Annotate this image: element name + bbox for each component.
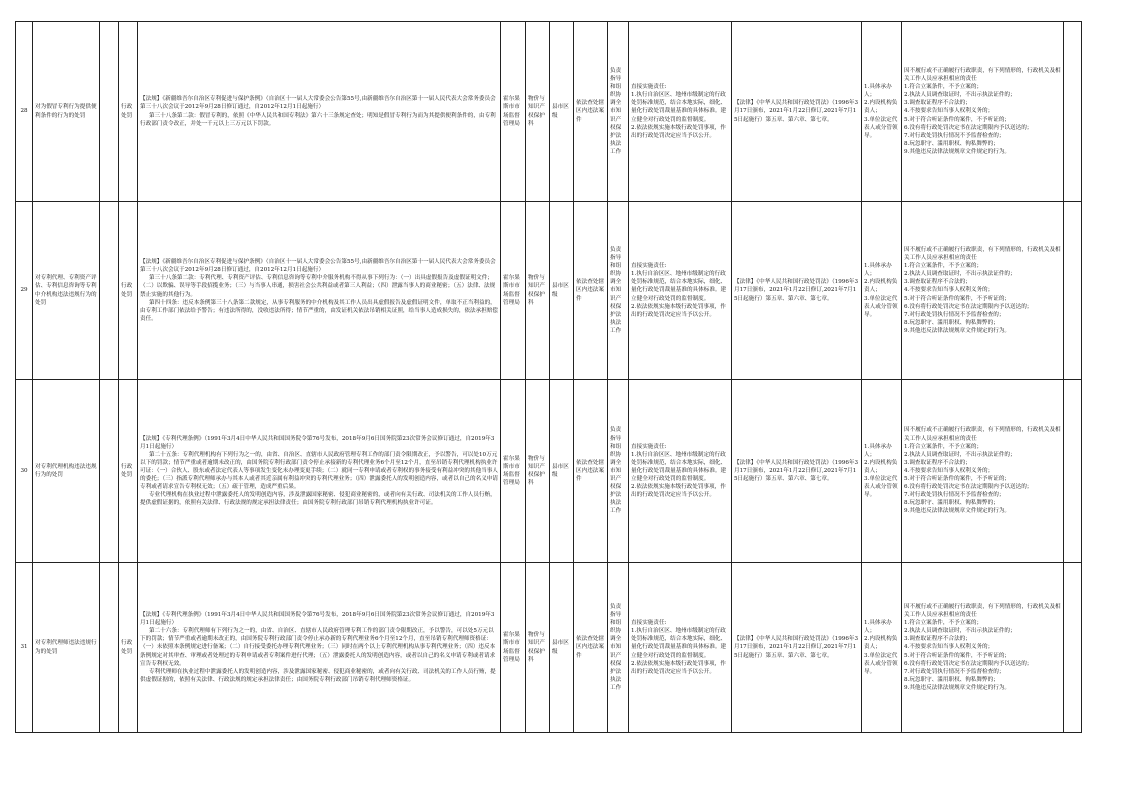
remarks-cell (1064, 22, 1082, 202)
legal-basis-heading: 【法规】《新疆维吾尔自治区专利促进与保护条例》（自治区十一届人大常委会公告第55号,由新疆维吾尔自治区第十一届人民代表大会常务委员会第三十八次会议于2012年9月28日修订通过，自2012年12月1日起施行） (140, 259, 496, 274)
responsibility-table (15, 21, 1082, 733)
item-name-cell: 对专利代理、专利资产评估、专利信息咨询等专利中介机构违法违规行为的处罚 (33, 202, 100, 380)
legal-basis-paragraph: 第二十六条：专利代理师有下列行为之一的，由省、自治区、直辖市人民政府管理专利工作的部门责令限期改正，予以警告，可以处5万元以下的罚款；情节严重或者逾期未改正的，由国务院专利行政部门责令停止承办新的专利代理业务6个月至12个月，直至吊销专利代理师资格证：（一）未依照本条例规定进行备案；（二）自行接受委托办理专利代理业务；（三）同时在两个以上专利代理机构从事专利代理业务；（四）违反本条例规定对其审查、审理或者处理过的专利申请或者专利案件进行代理；（五）泄露委托人的发明创造内容，或者以自己的名义申请专利或者请求宣告专利权无效。 (140, 628, 496, 667)
responsible-persons-cell: 1.具体承办人； 2.内设机构负责人； 3.单位法定代表人或分管领导。 (862, 380, 902, 563)
table-row (16, 22, 1082, 202)
row-number-cell: 29 (16, 202, 33, 380)
legal-basis-cell (138, 22, 501, 202)
scope-cell: 依法查处辖区内违法案件 (574, 202, 608, 380)
exercise-level-cell: 县市区级 (550, 22, 574, 202)
accountability-basis-cell: 【法律】《中华人民共和国行政处罚法》（1996年3月17日颁布，2021年1月22日修订,2021年7月15日起施行）第五章、第六章、第七章。 (732, 563, 862, 733)
scope-cell: 依法查处辖区内违法案件 (574, 22, 608, 202)
accountability-cases-cell: 因不履行或不正确履行行政职责，有下列情形的，行政机关及相关工作人员应承担相应的责任 1.符合立案条件，不予立案的； 2.执法人员调查取证时，不出示执法证件的； 3.调查取证程序不合法的； 4.不按要求告知当事人权利义务的； 5.对于符合听证条件的案件，不予听证的； 6.没有将行政处罚决定书在法定期限内予以送达的； 7.对行政处罚执行情况不予监督检查的； 8.玩忽职守、滥用职权、徇私舞弊的； 9.其他违反法律法规规章文件规定的行为。 (902, 202, 1064, 380)
item-type-cell: 行政处罚 (119, 380, 138, 563)
responsible-persons-cell: 1.具体承办人； 2.内设机构负责人； 3.单位法定代表人或分管领导。 (862, 22, 902, 202)
remarks-cell (1064, 563, 1082, 733)
legal-basis-paragraph: 第三十八条第二款：假冒专利的，依照《中华人民共和国专利法》第六十三条规定查处；明知是假冒专利行为而为其提供便利条件的，由专利行政部门责令改正，并处一千元以上三万元以下罚款。 (140, 112, 496, 127)
blank-cell (100, 202, 119, 380)
responsible-persons-cell: 1.具体承办人； 2.内设机构负责人； 3.单位法定代表人或分管领导。 (862, 202, 902, 380)
legal-basis-cell (138, 380, 501, 563)
accountability-basis-cell: 【法律】《中华人民共和国行政处罚法》（1996年3月17日颁布，2021年1月22日修订,2021年7月15日起施行）第五章、第六章、第七章。 (732, 202, 862, 380)
implementation-duty-cell: 直接实施责任: 1.执行自治区区、地州市级制定的行政处罚标准规范，结合本地实际，细化、量化行政处罚裁量基准的具体标准。建立健全对行政处罚的监督制度。 2.依法依规实施本级行政处罚事项，作出的行政处罚决定应当予以公开。 (629, 22, 732, 202)
accountability-cases-cell: 因不履行或不正确履行行政职责，有下列情形的，行政机关及相关工作人员应承担相应的责任 1.符合立案条件，不予立案的； 2.执法人员调查取证时，不出示执法证件的； 3.调查取证程序不合法的； 4.不按要求告知当事人权利义务的； 5.对于符合听证条件的案件，不予听证的； 6.没有将行政处罚决定书在法定期限内予以送达的； 7.对行政处罚执行情况不予监督检查的； 8.玩忽职守、滥用职权、徇私舞弊的； 9.其他违反法律法规规章文件规定的行为。 (902, 563, 1064, 733)
guidance-duty-cell: 负责指导和组织协调全市知识产权保护法执法工作 (608, 380, 629, 563)
legal-basis-paragraph: 第四十四条：违反本条例第三十八条第二款规定，从事专利服务的中介机构及其工作人员出具虚假报告及虚假证明文件，单取不正当利益的，由专利工作部门依法给予警告；有违法所得的，没收违法所得；情节严重的，由发证机关依法吊销相关证照，给当事人造成损失的，依法承担赔偿责任。 (140, 299, 499, 322)
responsible-office-cell: 物价与知识产权保护科 (526, 202, 550, 380)
scope-cell: 依法查处辖区内违法案件 (574, 380, 608, 563)
legal-basis-paragraph: 第二十五条：专利代理机构有下列行为之一的，由省、自治区、直辖市人民政府管理专利工作的部门责令限期改正，予以警告，可以处10万元以下的罚款；情节严重或者逾期未改正的，由国务院专利行政部门责令停止承接新的专利代理业务6个月至12个月，直至吊销专利代理机构执业许可证：（一）合伙人、股东或者法定代表人等事项发生变化未办理变更手续；（二）就同一专利申请或者专利权的事务接受有利益冲突的其他当事人的委托；（三）指派专利代理师承办与其本人或者其近亲属有利益冲突的专利代理业务；（四）泄露委托人的发明创造内容，或者以自己的名义申请专利或者请求宣告专利权无效；（五）疏于管理，造成严重后果。 (140, 451, 498, 491)
implementing-subject-cell: 霍尔果斯市市场监督管理局 (501, 380, 526, 563)
legal-basis-paragraph: 专业代理机构在执业过程中泄露委托人的发明创造内容，涉及泄露国家秘密、侵犯商业秘密的，或者向有关行政、司法机关的工作人员行贿，提供虚假证据的，依照有关法律、行政法规的规定承担法律责任；由国务院专利行政部门吊销专利代理机构执业许可证。 (140, 492, 496, 507)
table-row (16, 202, 1082, 380)
responsible-office-cell: 物价与知识产权保护科 (526, 380, 550, 563)
responsible-persons-cell: 1.具体承办人； 2.内设机构负责人； 3.单位法定代表人或分管领导。 (862, 563, 902, 733)
legal-basis-cell (138, 563, 501, 733)
accountability-cases-cell: 因不履行或不正确履行行政职责，有下列情形的，行政机关及相关工作人员应承担相应的责任 1.符合立案条件，不予立案的； 2.执法人员调查取证时，不出示执法证件的； 3.调查取证程序不合法的； 4.不按要求告知当事人权利义务的； 5.对于符合听证条件的案件，不予听证的； 6.没有将行政处罚决定书在法定期限内予以送达的； 7.对行政处罚执行情况不予监督检查的； 8.玩忽职守、滥用职权、徇私舞弊的； 9.其他违反法律法规规章文件规定的行为。 (902, 22, 1064, 202)
row-number-cell: 31 (16, 563, 33, 733)
legal-basis-heading: 【法规】《新疆维吾尔自治区专利促进与保护条例》（自治区十一届人大常委会公告第55号,由新疆维吾尔自治区第十一届人民代表大会常务委员会第三十八次会议于2012年9月28日修订通过，自2012年12月1日起施行） (140, 96, 496, 111)
blank-cell (100, 380, 119, 563)
legal-basis-cell (138, 202, 501, 380)
implementation-duty-cell: 直接实施责任: 1.执行自治区区、地州市级制定的行政处罚标准规范，结合本地实际，细化、量化行政处罚裁量基准的具体标准。建立健全对行政处罚的监督制度。 2.依法依规实施本级行政处罚事项，作出的行政处罚决定应当予以公开。 (629, 202, 732, 380)
implementing-subject-cell: 霍尔果斯市市场监督管理局 (501, 563, 526, 733)
legal-basis-heading: 【法规】《专利代理条例》（1991年3月4日中华人民共和国国务院令第76号发布，2018年9月6日国务院第23次常务会议修订通过，自2019年3月1日起施行） (140, 435, 495, 450)
legal-basis-paragraph: 第三十八条第二款：专利代理、专利资产评估、专利信息咨询等专利中介服务机构不得从事下列行为：（一）出具虚假报告及虚假证明文件；（二）以欺骗、误导等手段招揽业务；（三）与当事人串通，损害社会公共利益或者第三人利益；（四）泄露当事人的商业秘密；（五）法律、法规禁止实施的其他行为。 (140, 275, 496, 298)
responsible-office-cell: 物价与知识产权保护科 (526, 22, 550, 202)
exercise-level-cell: 县市区级 (550, 380, 574, 563)
table-row (16, 563, 1082, 733)
item-type-cell: 行政处罚 (119, 563, 138, 733)
remarks-cell (1064, 202, 1082, 380)
item-name-cell: 对为假冒专利行为提供便利条件的行为的处罚 (33, 22, 100, 202)
implementation-duty-cell: 直接实施责任: 1.执行自治区区、地州市级制定的行政处罚标准规范，结合本地实际，细化、量化行政处罚裁量基准的具体标准。建立健全对行政处罚的监督制度。 2.依法依规实施本级行政处罚事项，作出的行政处罚决定应当予以公开。 (629, 563, 732, 733)
guidance-duty-cell: 负责指导和组织协调全市知识产权保护法执法工作 (608, 202, 629, 380)
accountability-basis-cell: 【法律】《中华人民共和国行政处罚法》（1996年3月17日颁布，2021年1月22日修订,2021年7月15日起施行）第五章、第六章、第七章。 (732, 22, 862, 202)
implementing-subject-cell: 霍尔果斯市市场监督管理局 (501, 202, 526, 380)
row-number-cell: 30 (16, 380, 33, 563)
table-body (16, 22, 1082, 733)
item-type-cell: 行政处罚 (119, 202, 138, 380)
item-type-cell: 行政处罚 (119, 22, 138, 202)
scope-cell: 依法查处辖区内违法案件 (574, 563, 608, 733)
accountability-cases-cell: 因不履行或不正确履行行政职责，有下列情形的，行政机关及相关工作人员应承担相应的责任 1.符合立案条件，不予立案的； 2.执法人员调查取证时，不出示执法证件的； 3.调查取证程序不合法的； 4.不按要求告知当事人权利义务的； 5.对于符合听证条件的案件，不予听证的； 6.没有将行政处罚决定书在法定期限内予以送达的； 7.对行政处罚执行情况不予监督检查的； 8.玩忽职守、滥用职权、徇私舞弊的； 9.其他违反法律法规规章文件规定的行为。 (902, 380, 1064, 563)
accountability-basis-cell: 【法律】《中华人民共和国行政处罚法》（1996年3月17日颁布，2021年1月22日修订,2021年7月15日起施行）第五章、第六章、第七章。 (732, 380, 862, 563)
blank-cell (100, 22, 119, 202)
table-row (16, 380, 1082, 563)
responsible-office-cell: 物价与知识产权保护科 (526, 563, 550, 733)
legal-basis-paragraph: 专利代理师在执业过程中泄露委托人的发明创造内容，涉及泄露国家秘密、侵犯商业秘密的，或者向有关行政、司法机关的工作人员行贿，提供虚假证据的，依照有关法律、行政法规的规定承担法律责任；由国务院专利行政部门吊销专利代理师资格证。 (140, 668, 496, 683)
implementing-subject-cell: 霍尔果斯市市场监督管理局 (501, 22, 526, 202)
exercise-level-cell: 县市区级 (550, 563, 574, 733)
guidance-duty-cell: 负责指导和组织协调全市知识产权保护法执法工作 (608, 563, 629, 733)
guidance-duty-cell: 负责指导和组织协调全市知识产权保护法执法工作 (608, 22, 629, 202)
item-name-cell: 对专利代理机构违法违规行为的处罚 (33, 380, 100, 563)
remarks-cell (1064, 380, 1082, 563)
legal-basis-heading: 【法规】《专利代理条例》（1991年3月4日中华人民共和国国务院令第76号发布，2018年9月6日国务院第23次常务会议修订通过，自2019年3月1日起施行） (140, 612, 495, 627)
row-number-cell: 28 (16, 22, 33, 202)
item-name-cell: 对专利代理师违法违规行为的处罚 (33, 563, 100, 733)
blank-cell (100, 563, 119, 733)
implementation-duty-cell: 直接实施责任: 1.执行自治区区、地州市级制定的行政处罚标准规范，结合本地实际，细化、量化行政处罚裁量基准的具体标准。建立健全对行政处罚的监督制度。 2.依法依规实施本级行政处罚事项，作出的行政处罚决定应当予以公开。 (629, 380, 732, 563)
exercise-level-cell: 县市区级 (550, 202, 574, 380)
